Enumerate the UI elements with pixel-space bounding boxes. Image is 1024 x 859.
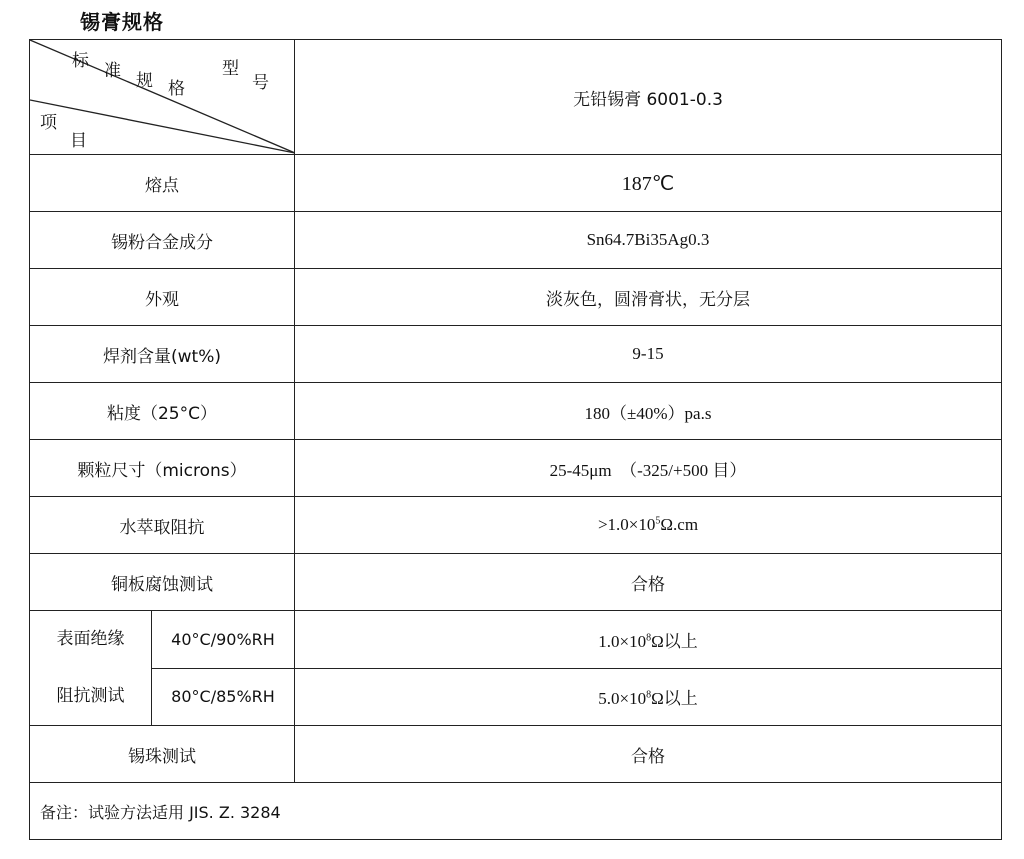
row-value: Sn64.7Bi35Ag0.3 [295, 212, 1002, 269]
corner-char: 标 [72, 51, 89, 71]
row-label: 焊剂含量(wt%) [30, 326, 295, 383]
note-text: 备注：试验方法适用 JIS. Z. 3284 [30, 783, 1002, 840]
row-label: 锡粉合金成分 [30, 212, 295, 269]
corner-char: 项 [40, 113, 57, 133]
table-row [30, 326, 1002, 383]
row-value: 淡灰色，圆滑膏状，无分层 [295, 269, 1002, 326]
value-text: Ω.cm [660, 515, 699, 534]
row-label: 铜板腐蚀测试 [30, 554, 295, 611]
row-value: 25-45μm （-325/+500 目） [295, 440, 1002, 497]
insulation-label [30, 611, 152, 726]
corner-char: 格 [168, 79, 185, 99]
row-value: 9-15 [295, 326, 1002, 383]
insulation-label-line: 阻抗测试 [56, 686, 125, 706]
corner-char: 准 [104, 61, 121, 81]
table-row [30, 440, 1002, 497]
note-row [30, 783, 1002, 840]
row-value: 187℃ [295, 155, 1002, 212]
corner-char: 型 [222, 59, 239, 79]
spec-table [29, 39, 1002, 840]
table-row [30, 554, 1002, 611]
row-value: 合格 [295, 554, 1002, 611]
row-label: 熔点 [30, 155, 295, 212]
diagonal-header-cell [30, 40, 295, 155]
value-text: 5.0×10 [598, 689, 647, 709]
table-row [30, 269, 1002, 326]
table-row [30, 611, 1002, 669]
condition-cell: 80°C/85%RH [152, 668, 295, 726]
value-exponent: 8 [646, 689, 652, 701]
corner-char: 号 [252, 73, 269, 93]
row-value [295, 668, 1002, 726]
value-text: Ω以上 [651, 689, 698, 709]
value-exponent: 8 [646, 632, 652, 644]
table-row [30, 155, 1002, 212]
row-value [295, 497, 1002, 554]
corner-char: 目 [70, 131, 87, 151]
corner-char: 规 [136, 71, 153, 91]
row-label: 颗粒尺寸（microns） [30, 440, 295, 497]
row-label: 粘度（25°C） [30, 383, 295, 440]
value-text: >1.0×10 [597, 515, 656, 534]
value-text: Ω以上 [651, 631, 698, 651]
condition-cell: 40°C/90%RH [152, 611, 295, 669]
insulation-label-line: 表面绝缘 [56, 629, 125, 649]
table-row [30, 726, 1002, 783]
table-row [30, 383, 1002, 440]
table-row [30, 497, 1002, 554]
model-cell: 无铅锡膏 6001-0.3 [295, 40, 1002, 155]
row-value: 180（±40%）pa.s [295, 383, 1002, 440]
row-label: 锡珠测试 [30, 726, 295, 783]
value-text: 1.0×10 [598, 631, 647, 651]
row-value: 合格 [295, 726, 1002, 783]
row-value [295, 611, 1002, 669]
row-label: 水萃取阻抗 [30, 497, 295, 554]
table-row [30, 668, 1002, 726]
header-row [30, 40, 1002, 155]
table-row [30, 212, 1002, 269]
row-label: 外观 [30, 269, 295, 326]
page-title: 锡膏规格 [80, 10, 164, 34]
value-exponent: 5 [655, 515, 661, 527]
